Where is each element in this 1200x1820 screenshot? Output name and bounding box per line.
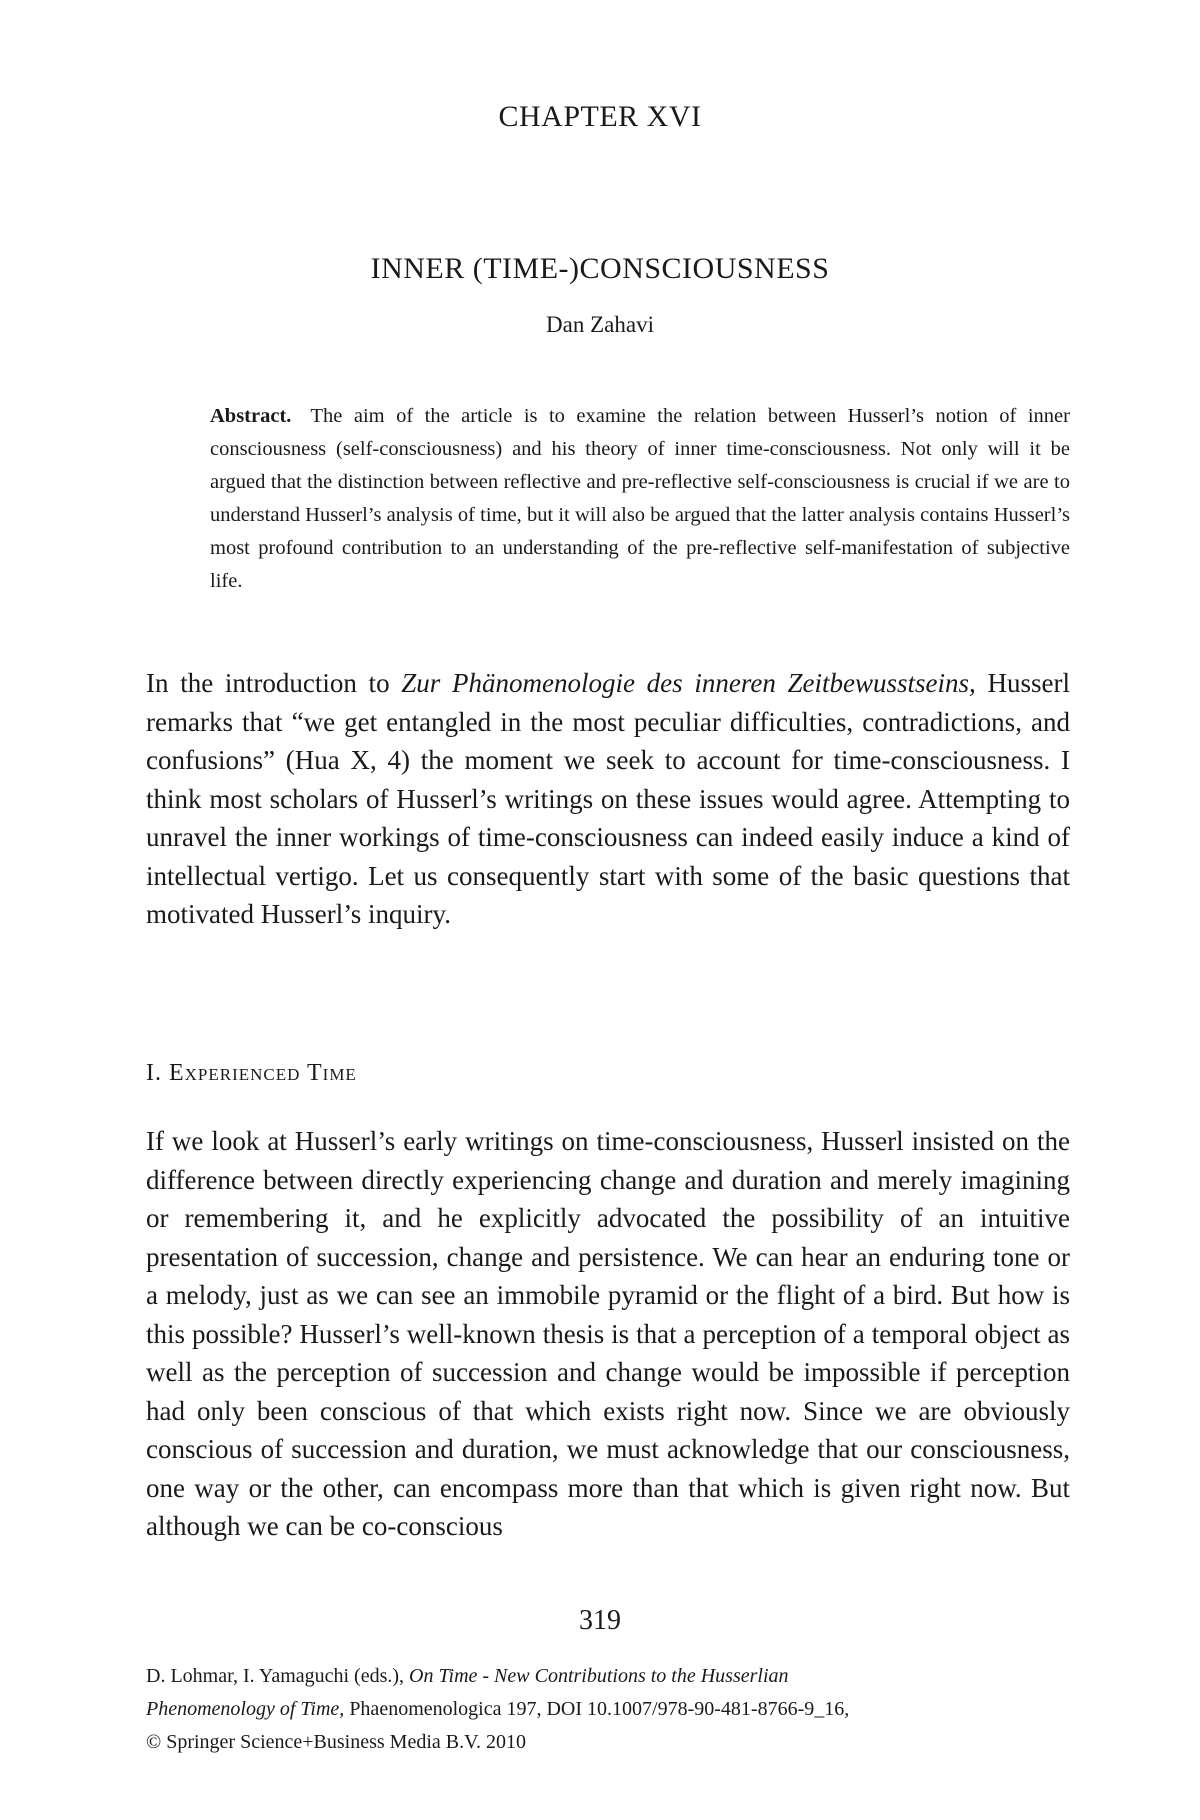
section-paragraph: If we look at Husserl’s early writings on time-consciousness, Husserl insisted on the difference between directly experiencing change and duration and merely imagining or remembering it, and he explicitly advocated the possibility of an intuitive presentation of succession, change and persistence. We can hear an enduring tone or a melody, just as we can see an immobile pyramid or the flight of a bird. But how is this possible? Husserl’s well-known thesis is that a perception of a temporal object as well as the perception of succession and change would be impossible if perception had only been conscious of that which exists right now. Since we are obviously conscious of succession and duration, we must acknowledge that our consciousness, one way or the other, can encompass more than that which is given right now. But although we can be co-conscious [146,1126,1070,1541]
intro-book-title: Zur Phänomenologie des inneren Zeitbewusstseins, [401,668,976,698]
intro-text-rest: Husserl remarks that “we get entangled in the most peculiar difficulties, contradictions, and confusions” (Hua X, 4) the moment we seek to account for time-consciousness. I think most scholars of Husserl’s writings on these issues would agree. Attempting to unravel the inner workings of time-consciousness can indeed easily induce a kind of intellectual vertigo. Let us consequently start with some of the basic questions that motivated Husserl’s inquiry. [146,668,1071,929]
footer-book-title-1: On Time - New Contributions to the Husserlian [409,1665,789,1687]
abstract-label: Abstract. [210,405,292,427]
chapter-number: CHAPTER XVI [498,100,702,133]
abstract [210,400,1070,598]
footer-series: Phaenomenologica 197, DOI 10.1007/978-90-481-8766-9_16, [349,1698,850,1720]
author-name: Dan Zahavi [546,312,654,337]
intro-text-start: In the introduction to [146,668,390,698]
footer-book-title-2: Phenomenology of Time, [146,1698,345,1720]
footer-copyright: © Springer Science+Business Media B.V. 2010 [146,1731,526,1753]
footer-editors: D. Lohmar, I. Yamaguchi (eds.), [146,1665,405,1687]
citation-footer [146,1660,1070,1759]
chapter-title: INNER (TIME-)CONSCIOUSNESS [370,252,830,285]
footer-line-1 [146,1660,1070,1693]
abstract-text: The aim of the article is to examine the relation between Husserl’s notion of inner consciousness (self-consciousness) and his theory of inner time-consciousness. Not only will it be argued that the distinction between reflective and pre-reflective self-consciousness is crucial if we are to understand Husserl’s analysis of time, but it will also be argued that the latter analysis contains Husserl’s most profound contribution to an understanding of the pre-reflective self-manifestation of subjective life. [210,405,1070,592]
section-heading: I. Experienced Time [146,1060,357,1086]
intro-paragraph [146,664,1070,934]
footer-line-2 [146,1693,1070,1726]
page-number: 319 [579,1605,621,1636]
